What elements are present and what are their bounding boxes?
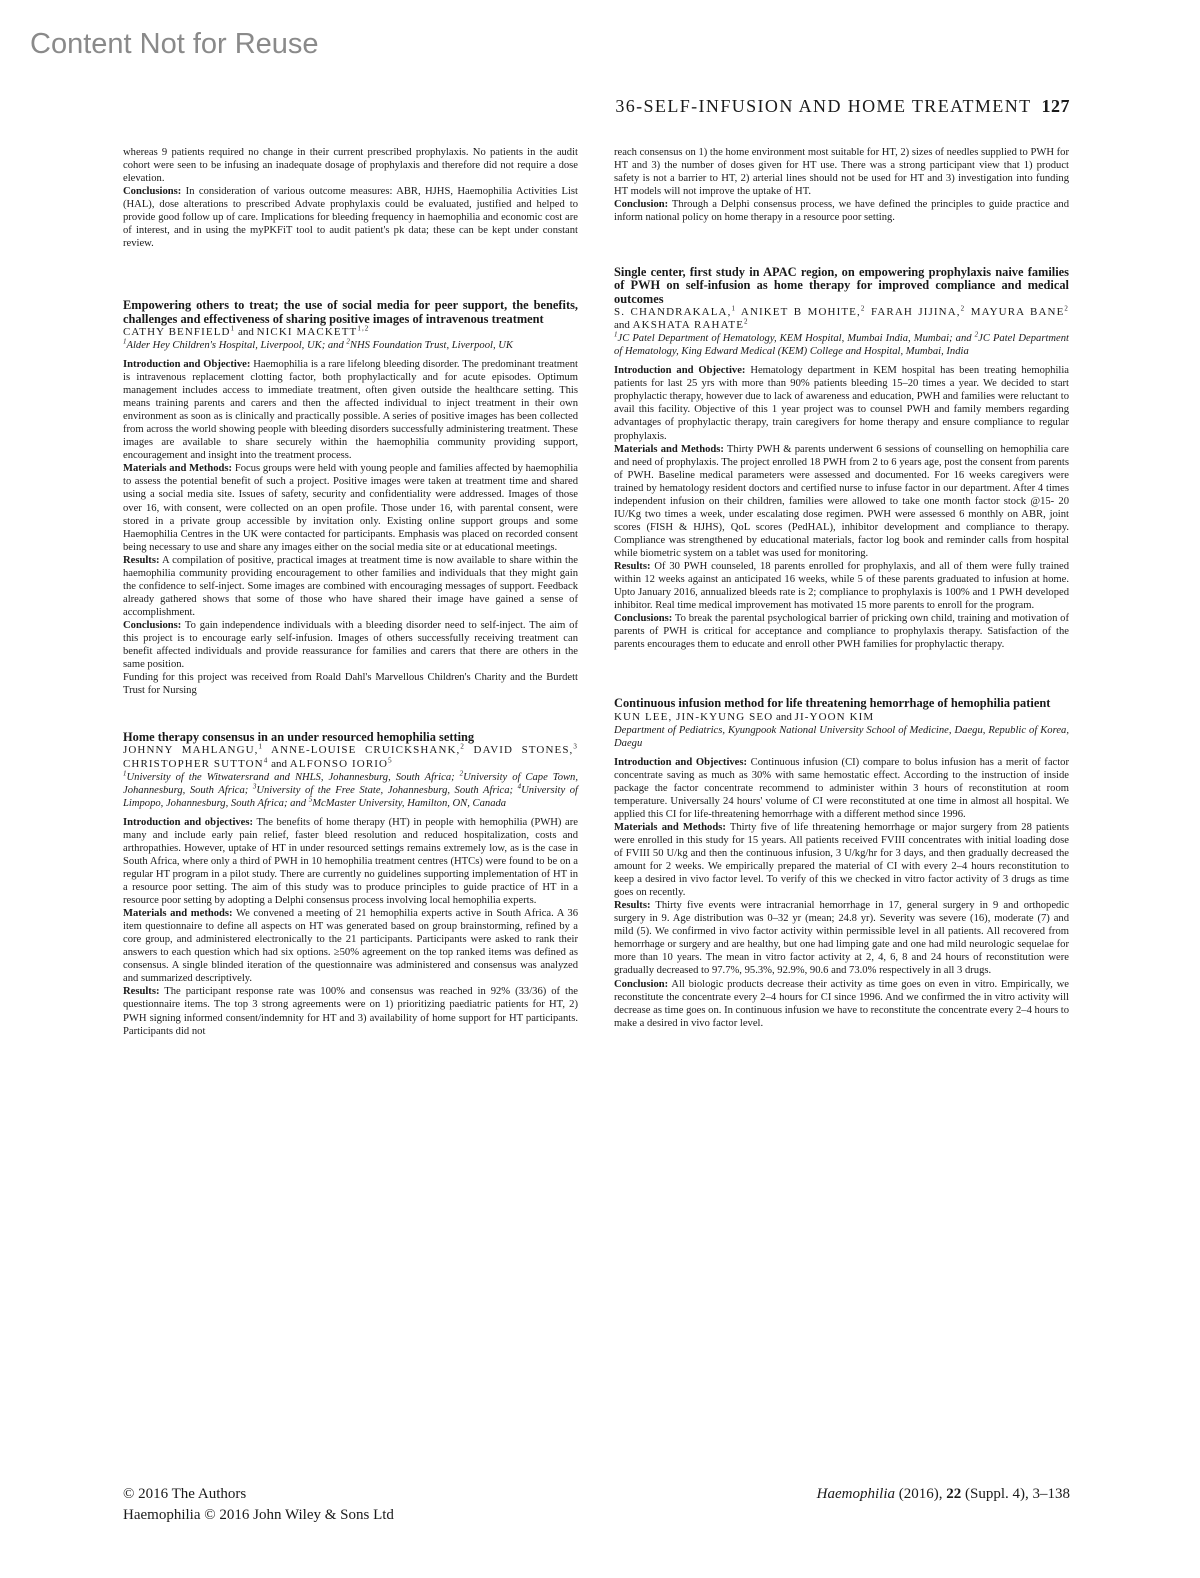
results-paragraph xyxy=(614,899,1069,977)
section-text: To break the parental psychological barrier of pricking own child, training and motivation of parents of PWH is critical for acceptance and compliance to prophylaxis therapy. Satisfaction of the parents encourages them to educate and enroll other PWH families for prophylactic therapy. xyxy=(614,613,1069,651)
abstract-empowering-others xyxy=(123,299,578,697)
abstract-title: Home therapy consensus in an under resourced hemophilia setting xyxy=(123,730,475,745)
intro-paragraph xyxy=(614,756,1069,821)
affil-sup: 2 xyxy=(974,330,979,339)
citation-supplement: (Suppl. 4), 3–138 xyxy=(961,1486,1070,1502)
methods-paragraph xyxy=(123,462,578,553)
watermark: Content Not for Reuse xyxy=(30,28,319,60)
copyright-line: © 2016 The Authors xyxy=(123,1486,247,1502)
section-label: Conclusion: xyxy=(614,978,669,990)
affil-text: JC Patel Department of Hematology, King Edward Medical (KEM) College and Hospital, Mumbai, India xyxy=(614,333,1069,358)
results-paragraph xyxy=(123,554,578,619)
and-text: and xyxy=(614,319,633,332)
section-text: Of 30 PWH counseled, 18 parents enrolled for prophylaxis, and all of them were fully trained within 12 weeks against an anticipated 16 weeks, while 5 of these parents graduated to infusion at home. Upto January 2016, annualized bleeds rate is 2; compliance to prophylaxis is 100% and 1 PWH developed inhibitor. Real time medical improvement has motivated 15 more parents to enroll for the program. xyxy=(614,561,1069,612)
methods-paragraph xyxy=(614,821,1069,899)
author-sup: 2 xyxy=(460,742,466,751)
abstract-title: Empowering others to treat; the use of social media for peer support, the benefits, challenges and effectiveness of sharing positive images of intravenous treatment xyxy=(123,298,578,326)
affil-text: University of Limpopo, Johannesburg, South Africa; and xyxy=(123,784,578,809)
section-text: Hematology department in KEM hospital has been treating hemophilia patients for last 25 yrs with more than 90% patients bleeding 15–20 times a year. We decided to start prophylactic therapy, however due to lack of awareness and education, PWH and families were reluctant to avail this facility. Objective of this 1 year project was to counsel PWH and family members regarding advantages of prophylactic therapy, train caregivers for home therapy and ensure compliance to regular prophylaxis. xyxy=(614,365,1069,442)
copyright-line: Haemophilia © 2016 John Wiley & Sons Ltd xyxy=(123,1507,394,1523)
author: NICKI MACKETT xyxy=(256,325,358,338)
author: MAYURA BANE xyxy=(965,305,1065,318)
affil-text: University of Cape Town, Johannesburg, South Africa; xyxy=(123,771,578,796)
section-label: Conclusions: xyxy=(123,619,182,631)
methods-paragraph xyxy=(614,443,1069,560)
abstract-authors xyxy=(614,306,1069,332)
section-label: Results: xyxy=(123,554,160,566)
affil-sup: 2 xyxy=(459,769,464,778)
affil-text: Alder Hey Children's Hospital, Liverpool, UK; and xyxy=(126,339,347,351)
continued-conclusion xyxy=(614,198,1069,224)
intro-paragraph xyxy=(614,364,1069,442)
author: ALFONSO IORIO xyxy=(289,757,389,770)
author-sup: 2 xyxy=(860,304,866,313)
author: JOHNNY MAHLANGU, xyxy=(123,744,259,757)
author-sup: 4 xyxy=(263,755,269,764)
section-text: Focus groups were held with young people and families affected by haemophilia to assess the potential benefit of such a project. Positive images were taken at treatment time and shared using a social media site. Issues of safety, security and confidentiality were addressed. Images of those over 16, with consent, were collected on an open profile. Those under 16, with parental consent, were stored in a private group accessible by invitation only. Existing online support groups and some Haemophilia Centres in the UK were contacted for participants. Emphasis was placed on recorded consent being necessary to use and share any images either on the social media site or at educational meetings. xyxy=(123,463,578,553)
section-text: A compilation of positive, practical images at treatment time is now available to share within the haemophilia community providing encouragement to other families and individuals that they might gain the confidence to self-inject. Some images are combined with encouraging messages of support. Feedback already gathered shows that some of those who have shared their image have gained a sense of accomplishment. xyxy=(123,554,578,618)
section-text: Continuous infusion (CI) compare to bolus infusion has a merit of factor concentrate saving as much as 30% with same hemostatic effect. According to the instruction of inside package the factor concentrate recommend to administer within 3 hours of reconstitution at room temperature. Universally 24 hours' volume of CI were reconstituted at one time in almost all hospital. We applied this CI for life-threatening hemorrhage with a different method since 1996. xyxy=(614,756,1070,820)
section-text: Haemophilia is a rare lifelong bleeding disorder. The predominant treatment is intravenous replacement clotting factor, both prophylactically and for acute episodes. Optimum management includes access to immediate treatment, often given outside the healthcare setting. This means training parents and carers and then the affected individual to inject treatment in their own environment as soon as is clinically and practically possible. A series of positive images has been collected from across the world showing people with bleeding disorders successfully administering treatment. These images are available to share securely within the haemophilia community providing support, encouragement and insight into the treatment process. xyxy=(123,358,578,462)
citation-volume: 22 xyxy=(946,1486,962,1502)
author-sup: 1 xyxy=(230,324,236,333)
results-paragraph xyxy=(123,985,578,1037)
author: ANNE-LOUISE CRUICKSHANK, xyxy=(263,744,461,757)
author: AKSHATA RAHATE xyxy=(632,319,745,332)
conclusions-paragraph xyxy=(123,619,578,671)
author: S. CHANDRAKALA, xyxy=(614,305,732,318)
author: DAVID STONES, xyxy=(465,744,574,757)
footer-citation xyxy=(700,1484,1070,1505)
affil-text: University of the Free State, Johannesburg, South Africa; xyxy=(256,784,518,796)
section-label: Introduction and Objective: xyxy=(123,358,251,370)
section-text: Thirty five events were intracranial hemorrhage in 17, general surgery in 9 and orthopedic surgery in 9. Age distribution was 0–32 yr (mean; 24.8 yr). Severity was severe (16), moderate (7) and mild (5). We confirmed in vivo factor activity within permissible level in all patients. All recovered from hemorrhage or surgery and are healthy, but one had limping gate and one had mild neurologic sequelae for more than 10 years. The mean in vitro factor activity at 2, 4, 6, 8 and 24 hours of reconstitution were gradually decreased to 97.7%, 95.3%, 92.9%, 90.6 and 73.0% respectively in all 3 drugs. xyxy=(614,900,1069,977)
author-sup: 2 xyxy=(960,304,966,313)
and-text: and xyxy=(268,757,290,770)
section-text: The benefits of home therapy (HT) in people with hemophilia (PWH) are many and include early pain relief, faster bleed resolution and reduced hospitalization, costs and arthropathies. However, uptake of HT in under resourced settings remains extremely low, as is the case in South Africa, where only a third of PWH in 10 hemophilia treatment centres (HTCs) were found to be on a regular HT program in a pilot study. There are currently no guidelines supporting implementation of HT in a resource poor setting. The aim of this study was to produce principles to guide practice of HT in a resource poor setting by adopting a Delphi consensus process involving local hemophilia experts. xyxy=(123,816,578,907)
section-text: Through a Delphi consensus process, we have defined the principles to guide practice and inform national policy on home therapy in a resource poor setting. xyxy=(614,199,1069,224)
author-sup: 5 xyxy=(388,755,393,764)
page-number: 127 xyxy=(1041,96,1070,116)
journal-name: Haemophilia xyxy=(816,1486,895,1502)
section-label: Materials and Methods: xyxy=(614,443,724,455)
abstract-title: Single center, first study in APAC region, on empowering prophylaxis naive families of PWH on self-infusion as home therapy for improved compliance and medical outcomes xyxy=(614,265,1069,306)
section-text: To gain independence individuals with a bleeding disorder need to self-inject. The aim of this project is to encourage early self-infusion. Images of others successfully receiving treatment can benefit affected individuals and provide reassurance for families and carers that there are others in the same position. xyxy=(123,619,578,671)
intro-paragraph xyxy=(123,358,578,462)
author: ANIKET B MOHITE, xyxy=(736,305,861,318)
abstract-authors xyxy=(614,711,1069,724)
abstract-continuous-infusion xyxy=(614,697,1069,1029)
author: FARAH JIJINA, xyxy=(865,305,961,318)
author-sup: 1 xyxy=(258,742,264,751)
section-label: Materials and Methods: xyxy=(123,463,233,475)
continued-conclusions xyxy=(123,185,578,250)
section-label: Materials and methods: xyxy=(123,908,233,920)
footer-copyright xyxy=(123,1484,394,1526)
section-text: We convened a meeting of 21 hemophilia experts active in South Africa. A 36 item questionnaire to define all aspects on HT was generated based on group brainstorming, refined by a core group, and administered electronically to the 21 participants. Participants were asked to rank their answers to each question which had six options. ≥50% agreement on the top ranked items was defined as consensus. A single blinded iteration of the questionnaire was administered and consensus was analyzed and summarized descriptively. xyxy=(123,908,578,985)
section-title: 36-SELF-INFUSION AND HOME TREATMENT xyxy=(615,96,1032,116)
author-sup: 2 xyxy=(744,317,749,326)
affil-sup: 1 xyxy=(614,330,618,339)
citation-year: (2016), xyxy=(895,1486,947,1502)
section-label: Conclusions: xyxy=(123,186,182,198)
section-label: Results: xyxy=(614,561,651,572)
section-label: Introduction and Objectives: xyxy=(614,756,748,768)
affil-text: McMaster University, Hamilton, ON, Canada xyxy=(312,797,507,809)
affil-sup: 1 xyxy=(123,769,127,778)
author: CATHY BENFIELD xyxy=(123,325,231,338)
affil-text: NHS Foundation Trust, Liverpool, UK xyxy=(349,339,513,351)
author: JIN-KYUNG SEO xyxy=(672,710,774,723)
abstract-affiliations xyxy=(123,771,578,810)
continued-paragraph: whereas 9 patients required no change in their current prescribed prophylaxis. No patients in the audit cohort were seen to be infusing an inadequate dosage of prophylaxis and therefore did not require a dose elevation. xyxy=(123,147,578,185)
section-label: Introduction and Objective: xyxy=(614,365,746,377)
affil-sup: 1 xyxy=(123,337,127,346)
section-text: All biologic products decrease their activity as time goes on even in vitro. Empirically, we reconstitute the concentrate every 2–4 hours for CI since 1996. And we confirmed the in vitro activity will decrease as time goes on. In continuous infusion we have to reconstitute the concentrate every 2–4 hours to make a desired in vivo factor level. xyxy=(614,978,1069,1029)
continued-paragraph: reach consensus on 1) the home environment most suitable for HT, 2) sizes of needles supplied to PWH for HT and 3) the number of doses given for HT use. There was a strong participant view that 1) product safety is not a barrier to HT, 2) arterial lines should not be used for HT and 3) investigation into funding HT models will not improve the uptake of HT. xyxy=(614,147,1069,198)
section-text: The participant response rate was 100% and consensus was reached in 92% (33/36) of the questionnaire items. The top 3 strong agreements were on 1) prioritizing paediatric patients for HT, 2) PWH signing informed consent/indemnity for HT and 3) availability of home support for HT participants. Participants did not xyxy=(123,986,578,1037)
right-column xyxy=(614,146,1069,1030)
section-text: Thirty PWH & parents underwent 6 sessions of counselling on hemophilia care and need of prophylaxis. The project enrolled 18 PWH from 2 to 6 years age, post the consent from parents of PWH. Baseline medical parameters were assessed and documented. For 16 weeks caregivers were trained by hematology resident doctors and certified nurse to infuse factor in our department. After 4 times independent infusion on their children, families were allowed to take one month factor stock @15- 20 IU/Kg two times a week, under escalating dose regimen. PWH were assessed 6 monthly on ABR, joint scores (FISH & HJHS), QoL scores (PedHAL), inhibitor development and compliance to therapy. Compliance was strengthened by educational materials, factor log book and reminder calls from hospital while biometric system on a tablet was used for monitoring. xyxy=(614,443,1069,559)
abstract-authors xyxy=(123,326,578,339)
section-text: In consideration of various outcome measures: ABR, HJHS, Haemophilia Activities List (HAL), dose alterations to prescribed Advate prophylaxis could be evaluated, justified and helped to provide good follow up of care. Implications for bleeding frequency in haemophilia and economic cost are of interest, and in using the myPKFiT tool to audit patient's pk data; these can be kept under constant review. xyxy=(123,186,578,250)
section-label: Introduction and objectives: xyxy=(123,816,254,828)
intro-paragraph xyxy=(123,816,578,907)
author-sup: 3 xyxy=(573,742,578,751)
author: JI-YOON KIM xyxy=(794,710,875,723)
abstract-single-center-apac xyxy=(614,266,1069,651)
author: CHRISTOPHER SUTTON xyxy=(123,757,264,770)
abstract-affiliations xyxy=(614,332,1069,358)
conclusion-paragraph xyxy=(614,978,1069,1030)
affil-text: JC Patel Department of Hematology, KEM Hospital, Mumbai India, Mumbai; and xyxy=(617,333,975,345)
section-label: Results: xyxy=(614,900,651,912)
author-sup: 1,2 xyxy=(357,324,370,333)
affil-sup: 5 xyxy=(308,795,313,804)
author-sup: 2 xyxy=(1064,304,1070,313)
and-text: and xyxy=(235,325,257,338)
section-label: Conclusion: xyxy=(614,199,669,211)
affil-sup: 4 xyxy=(517,782,522,791)
author-sup: 1 xyxy=(731,304,737,313)
section-label: Results: xyxy=(123,986,160,998)
abstract-title: Continuous infusion method for life threatening hemorrhage of hemophilia patient xyxy=(614,696,1051,711)
abstract-affiliations: Department of Pediatrics, Kyungpook National University School of Medicine, Daegu, Republic of Korea, Daegu xyxy=(614,724,1069,749)
and-text: and xyxy=(773,710,795,723)
section-text: Thirty five of life threatening hemorrhage or major surgery from 28 patients were enrolled in this study for 15 years. All patients received FVIII concentrates with initial loading dose of FVIII 50 U/kg and then the continuous infusion, 3 U/kg/hr for 3 days, and then gradually decreased the amount for 2 weeks. We empirically prepared the material of CI with every 2–4 hours reconstitution to keep a desired in vivo factor level. To verify of this we checked in vitro factor activity of 3 drugs as time goes on recently. xyxy=(614,821,1069,899)
section-label: Materials and Methods: xyxy=(614,821,726,833)
abstract-authors xyxy=(123,744,578,770)
running-head xyxy=(560,96,1070,117)
author: KUN LEE, xyxy=(614,710,673,723)
funding-paragraph: Funding for this project was received from Roald Dahl's Marvellous Children's Charity and the Burdett Trust for Nursing xyxy=(123,672,578,697)
abstract-affiliations xyxy=(123,339,578,352)
affil-sup: 2 xyxy=(346,337,350,346)
abstract-home-therapy-consensus xyxy=(123,731,578,1037)
affil-sup: 3 xyxy=(252,782,257,791)
conclusions-paragraph xyxy=(614,612,1069,651)
left-column xyxy=(123,146,578,1038)
affil-text: University of the Witwatersrand and NHLS, Johannesburg, South Africa; xyxy=(126,771,460,783)
section-label: Conclusions: xyxy=(614,613,673,625)
methods-paragraph xyxy=(123,907,578,985)
results-paragraph xyxy=(614,560,1069,612)
